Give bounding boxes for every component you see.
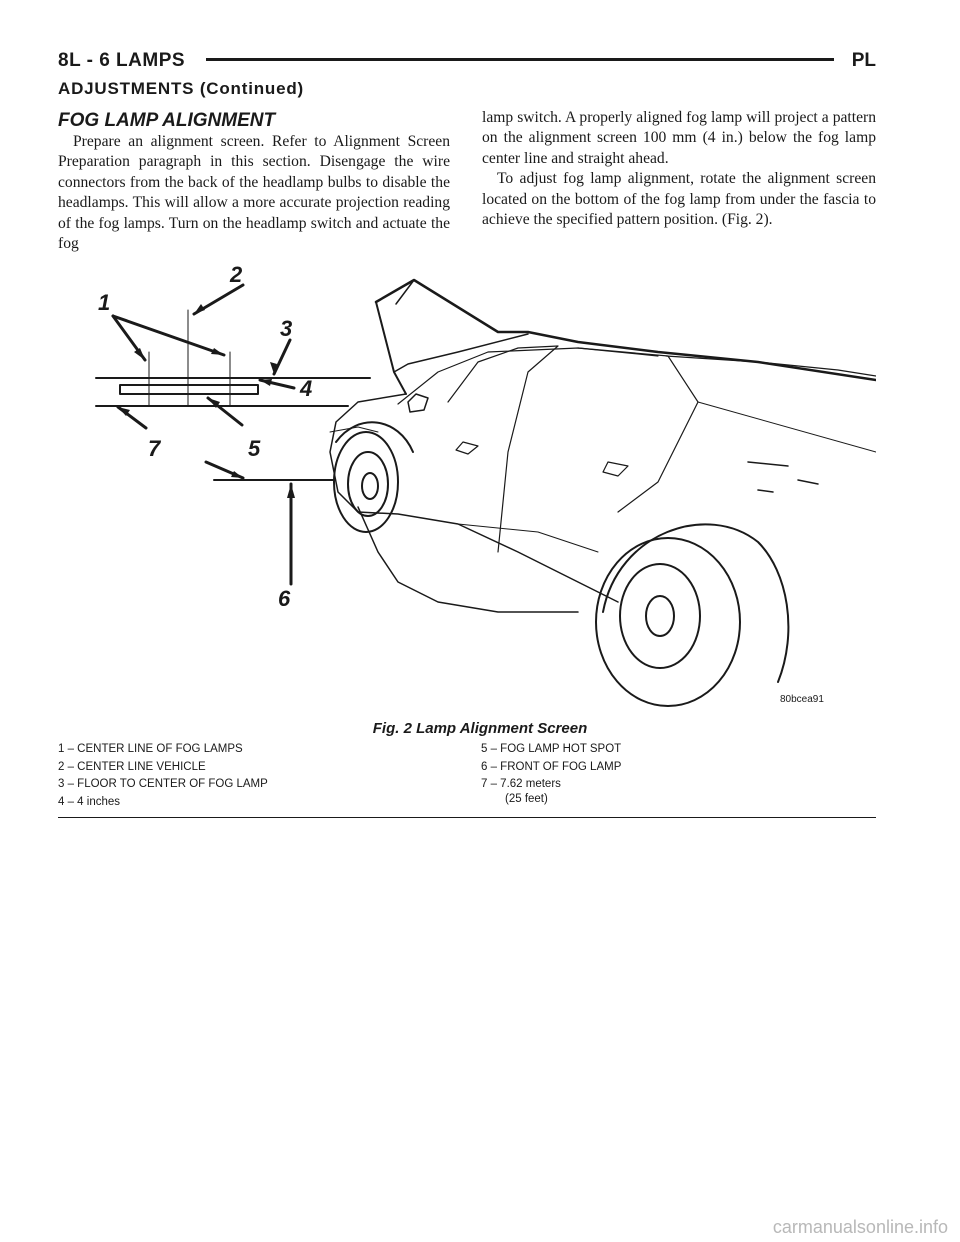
legend-item: 1 – CENTER LINE OF FOG LAMPS [58, 743, 243, 755]
front-wheel [334, 422, 413, 532]
figure-code: 80bcea91 [780, 694, 824, 705]
legend-item: 2 – CENTER LINE VEHICLE [58, 760, 206, 773]
callout-numbers [98, 262, 312, 611]
legend-item: 3 – FLOOR TO CENTER OF FOG LAMP [58, 778, 268, 790]
figure-bottom-rule [58, 817, 876, 818]
right-column [482, 108, 876, 230]
right-paragraph-1: lamp switch. A properly aligned fog lamp will project a pattern on the alignment screen 100 mm (4 in.) below the fog lamp center line and straight ahead. [482, 109, 876, 167]
right-paragraph-2: To adjust fog lamp alignment, rotate the alignment screen located on the bottom of the fog lamp from under the fascia to achieve the specified pattern position. (Fig. 2). [482, 170, 876, 229]
page-section-label: 8L - 6 LAMPS [58, 50, 186, 71]
legend-right [481, 741, 861, 805]
callout-5: 5 [248, 436, 261, 461]
callout-7: 7 [148, 436, 161, 461]
figure-title: Fig. 2 Lamp Alignment Screen [372, 720, 588, 737]
callout-3: 3 [280, 316, 293, 341]
left-paragraph: Prepare an alignment screen. Refer to Alignment Screen Preparation paragraph in this section. Disengage the wire connectors from the back of the headlamp bulbs to disable the headlamps. This will allow a more accurate projection reading of the fog lamps. Turn on the headlamp switch and actuate the fog [58, 133, 450, 253]
callout-1: 1 [98, 290, 111, 315]
site-watermark: carmanualsonline.info [772, 1217, 948, 1237]
page-header [58, 50, 876, 74]
header-rule [206, 58, 834, 61]
vehicle-code: PL [851, 50, 876, 71]
callout-4: 4 [300, 376, 313, 401]
callout-arrows [113, 285, 294, 584]
legend-left [58, 741, 438, 811]
legend-item: 5 – FOG LAMP HOT SPOT [481, 743, 622, 755]
callout-arrowheads [118, 304, 295, 498]
callout-2: 2 [230, 262, 243, 287]
left-column [58, 132, 450, 254]
rear-wheel [596, 524, 788, 706]
callout-6: 6 [278, 586, 291, 611]
legend-item: 6 – FRONT OF FOG LAMP [481, 760, 622, 773]
procedure-heading: FOG LAMP ALIGNMENT [58, 110, 276, 131]
legend-item-sub: (25 feet) [505, 792, 548, 805]
alignment-screen-diagram [96, 310, 370, 480]
legend-item: 4 – 4 inches [58, 795, 121, 808]
vehicle-body [330, 280, 876, 612]
legend-item: 7 – 7.62 meters [481, 778, 561, 790]
section-continued-title: ADJUSTMENTS (Continued) [58, 79, 304, 98]
lamp-alignment-illustration [58, 252, 876, 712]
